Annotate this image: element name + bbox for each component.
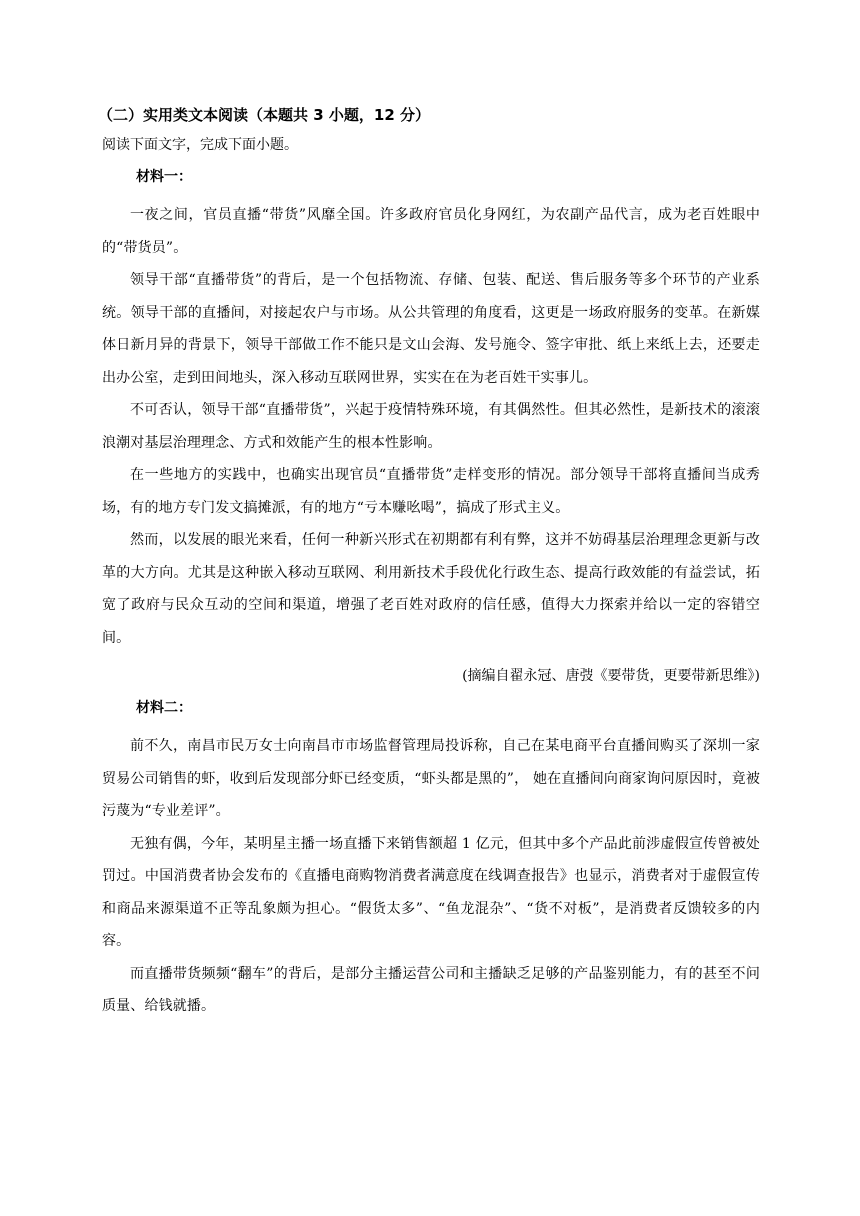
material-one-paragraph: 一夜之间，官员直播“带货”风靡全国。许多政府官员化身网红，为农副产品代言，成为老百姓眼中的“带货员”。: [102, 207, 760, 256]
section-heading: （二）实用类文本阅读（本题共 3 小题，12 分）: [98, 106, 430, 124]
material-one-title: 材料一：: [136, 169, 192, 185]
material-one-paragraph: 不可否认，领导干部“直播带货”，兴起于疫情特殊环境，有其偶然性。但其必然性，是新技术的滚滚浪潮对基层治理理念、方式和效能产生的根本性影响。: [102, 402, 760, 451]
material-two-title: 材料二：: [136, 700, 192, 716]
material-one-paragraph: 然而，以发展的眼光来看，任何一种新兴形式在初期都有利有弊，这并不妨碍基层治理理念更新与改革的大方向。尤其是这种嵌入移动互联网、利用新技术手段优化行政生态、提高行政效能的有益尝试，拓宽了政府与民众互动的空间和渠道，增强了老百姓对政府的信任感，值得大力探索并给以一定的容错空间。: [102, 532, 760, 646]
material-two-paragraph: 前不久，南昌市民万女士向南昌市市场监督管理局投诉称，自己在某电商平台直播间购买了深圳一家贸易公司销售的虾，收到后发现部分虾已经变质，“虾头都是黑的”， 她在直播间向商家询问原因时，竟被污蔑为“专业差评”。: [102, 738, 760, 819]
material-two-paragraph: 而直播带货频频“翻车”的背后，是部分主播运营公司和主播缺乏足够的产品鉴别能力，有的甚至不问质量、给钱就播。: [102, 965, 760, 1014]
document-page: [98, 105, 760, 1023]
material-two-paragraph: 无独有偶，今年，某明星主播一场直播下来销售额超 1 亿元，但其中多个产品此前涉虚假宣传曾被处罚过。中国消费者协会发布的《直播电商购物消费者满意度在线调查报告》也显示，消费者对于虚假宣传和商品来源渠道不正等乱象颇为担心。“假货太多”、“鱼龙混杂”、“货不对板”，是消费者反馈较多的内容。: [102, 835, 760, 949]
material-one-paragraph: 领导干部“直播带货”的背后，是一个包括物流、存储、包装、配送、售后服务等多个环节的产业系统。领导干部的直播间，对接起农户与市场。从公共管理的角度看，这更是一场政府服务的变革。在新媒体日新月异的背景下，领导干部做工作不能只是文山会海、发号施令、签字审批、纸上来纸上去，还要走出办公室，走到田间地头，深入移动互联网世界，实实在在为老百姓干实事儿。: [102, 272, 760, 386]
reading-instruction: 阅读下面文字，完成下面小题。: [102, 137, 298, 153]
material-one-source: (摘编自翟永冠、唐弢《要带货，更要带新思维》): [462, 668, 760, 684]
material-one-paragraph: 在一些地方的实践中，也确实出现官员“直播带货”走样变形的情况。部分领导干部将直播间当成秀场，有的地方专门发文搞摊派，有的地方“亏本赚吆喝”，搞成了形式主义。: [102, 467, 760, 516]
